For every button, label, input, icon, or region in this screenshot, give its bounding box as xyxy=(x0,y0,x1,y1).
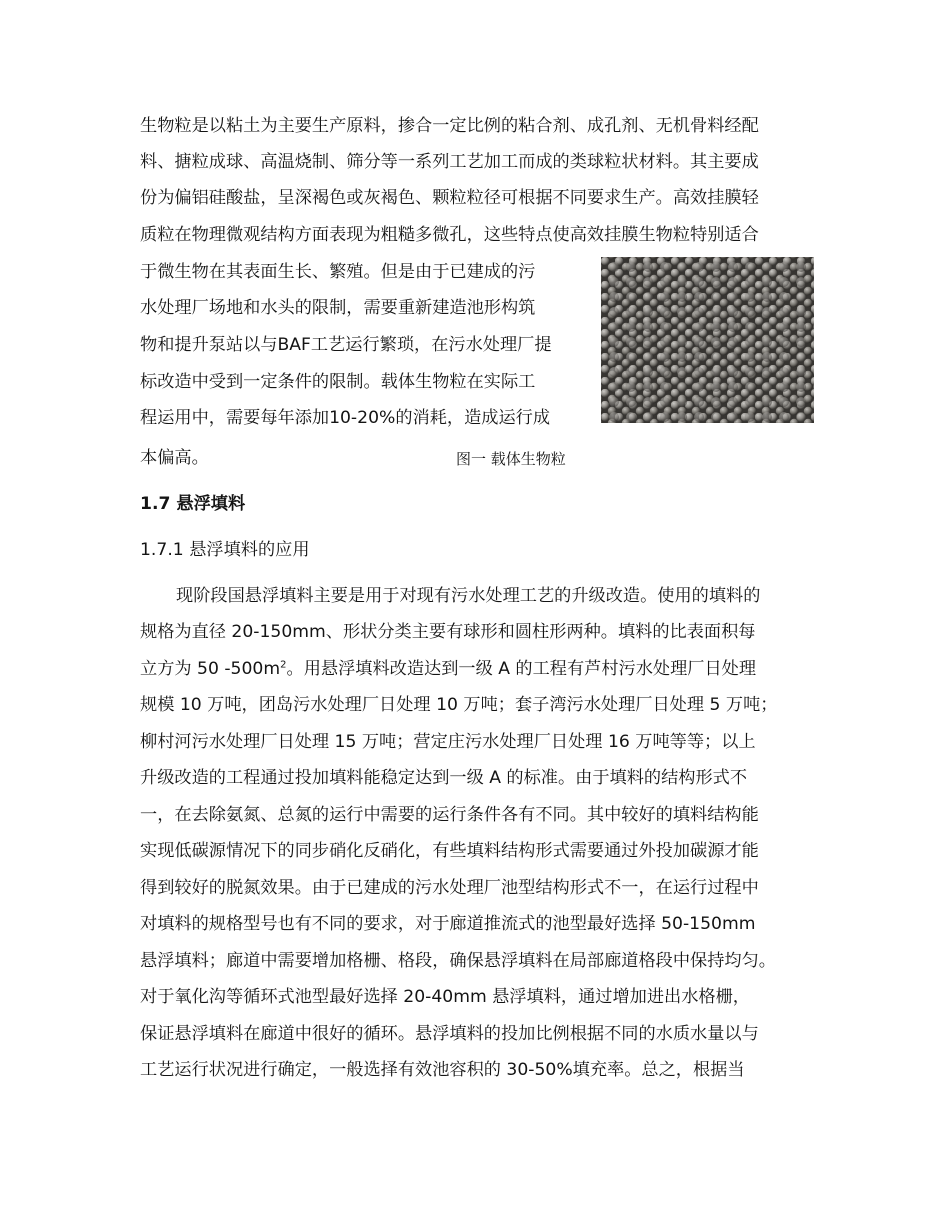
paragraph2-line: 实现低碳源情况下的同步硝化反硝化，有些填料结构形式需要通过外投加碳源才能 xyxy=(140,841,759,861)
subsection-heading: 1.7.1 悬浮填料的应用 xyxy=(140,540,310,560)
paragraph2-line xyxy=(140,657,756,681)
paragraph1-line: 份为偏铝硅酸盐，呈深褐色或灰褐色、颗粒粒径可根据不同要求生产。高效挂膜轻 xyxy=(140,188,759,208)
paragraph1-line: 于微生物在其表面生长、繁殖。但是由于已建成的污 xyxy=(140,262,536,282)
section-heading: 1.7 悬浮填料 xyxy=(140,494,246,514)
paragraph2-line: 保证悬浮填料在廊道中很好的循环。悬浮填料的投加比例根据不同的水质水量以与 xyxy=(140,1024,759,1044)
paragraph1-line: 料、搪粒成球、高温烧制、筛分等一系列工艺加工而成的类球粒状材料。其主要成 xyxy=(140,152,759,172)
paragraph2-line: 柳村河污水处理厂日处理 15 万吨；营定庄污水处理厂日处理 16 万吨等等；以上 xyxy=(140,732,756,752)
area-value-text: 立方为 50 -500m xyxy=(140,659,281,679)
paragraph2-line: 一，在去除氨氮、总氮的运行中需要的运行条件各有不同。其中较好的填料结构能 xyxy=(140,805,759,825)
paragraph2-line: 对填料的规格型号也有不同的要求，对于廊道推流式的池型最好选择 50-150mm xyxy=(140,914,756,934)
paragraph2-line: 工艺运行状况进行确定，一般选择有效池容积的 30-50%填充率。总之，根据当 xyxy=(140,1060,745,1080)
paragraph1-line: 水处理厂场地和水头的限制，需要重新建造池形构筑 xyxy=(140,298,536,318)
paragraph1-line: 程运用中，需要每年添加10-20%的消耗，造成运行成 xyxy=(140,408,551,428)
paragraph1-line: 本偏高。 xyxy=(140,448,209,468)
paragraph1-line: 质粒在物理微观结构方面表现为粗糙多微孔，这些特点使高效挂膜生物粒特别适合 xyxy=(140,225,759,245)
figure-carrier-particles-image xyxy=(601,257,814,423)
paragraph1-line: 标改造中受到一定条件的限制。载体生物粒在实际工 xyxy=(140,372,536,392)
paragraph2-line: 现阶段国悬浮填料主要是用于对现有污水处理工艺的升级改造。使用的填料的 xyxy=(176,586,761,606)
figure-caption: 图一 载体生物粒 xyxy=(456,450,566,468)
particles-photo xyxy=(601,257,814,423)
paragraph2-line: 对于氧化沟等循环式池型最好选择 20-40mm 悬浮填料，通过增加进出水格栅， xyxy=(140,987,750,1007)
paragraph2-line: 规模 10 万吨，团岛污水处理厂日处理 10 万吨；套子湾污水处理厂日处理 5 万吨； xyxy=(140,695,778,715)
superscript-2: 2 xyxy=(280,659,287,671)
paragraph2-line: 升级改造的工程通过投加填料能稳定达到一级 A 的标准。由于填料的结构形式不 xyxy=(140,768,748,788)
paragraph1-line: 生物粒是以粘土为主要生产原料，掺合一定比例的粘合剂、成孔剂、无机骨料经配 xyxy=(140,116,759,136)
paragraph2-line-rest: 。用悬浮填料改造达到一级 A 的工程有芦村污水处理厂日处理 xyxy=(286,659,757,679)
paragraph2-line: 悬浮填料；廊道中需要增加格栅、格段，确保悬浮填料在局部廊道格段中保持均匀。 xyxy=(140,951,776,971)
paragraph1-line: 物和提升泵站以与BAF工艺运行繁琐，在污水处理厂提 xyxy=(140,335,552,355)
paragraph2-line: 得到较好的脱氮效果。由于已建成的污水处理厂池型结构形式不一，在运行过程中 xyxy=(140,878,759,898)
paragraph2-line: 规格为直径 20-150mm、形状分类主要有球形和圆柱形两种。填料的比表面积每 xyxy=(140,622,756,642)
